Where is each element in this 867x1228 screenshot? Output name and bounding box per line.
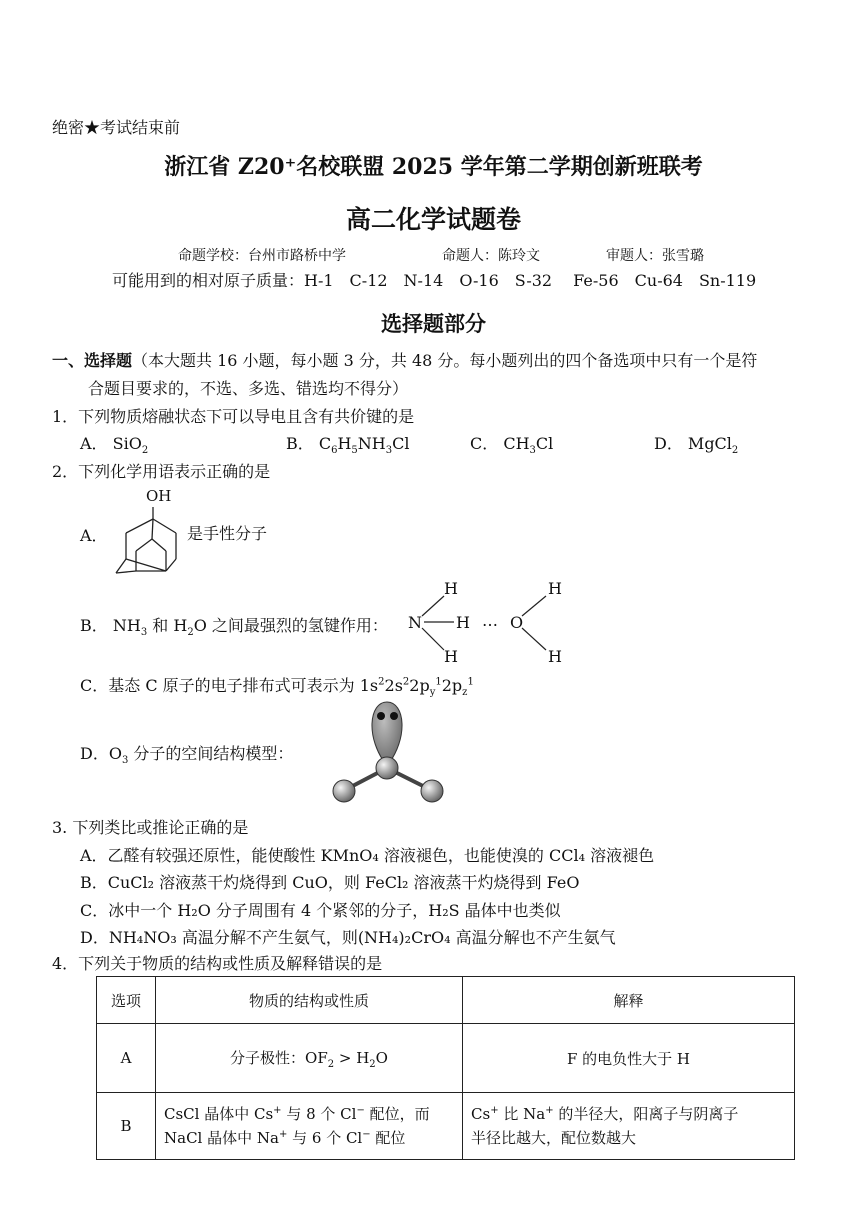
svg-text:O: O xyxy=(510,613,524,632)
adamantanol-structure xyxy=(108,505,180,580)
svg-text:H: H xyxy=(456,613,470,632)
q4-table xyxy=(96,976,795,1160)
q3-option-c: C．冰中一个 H₂O 分子周围有 4 个紧邻的分子，H₂S 晶体中也类似 xyxy=(80,901,561,920)
part1-instructions-line2: 合题目要求的，不选、多选、错选均不得分） xyxy=(88,379,409,398)
row-b-property: CsCl 晶体中 Cs+ 与 8 个 Cl− 配位，而 NaCl 晶体中 Na+ 与 6 个 Cl− 配位 xyxy=(156,1093,463,1160)
header-option: 选项 xyxy=(97,977,156,1024)
svg-text:…: … xyxy=(482,611,498,630)
svg-text:N: N xyxy=(408,613,422,632)
svg-text:H: H xyxy=(548,647,562,666)
secret-label: 绝密★考试结束前 xyxy=(52,118,181,137)
q1-option-c: C． $CH_3Cl$ xyxy=(470,434,554,457)
q4-stem: 4．下列关于物质的结构或性质及解释错误的是 xyxy=(52,954,383,973)
q2-option-a-label: A． xyxy=(80,526,108,545)
credit-reviewer: 审题人：张雪璐 xyxy=(606,248,704,264)
q1-option-a: A． SiO$_2$ xyxy=(80,434,149,457)
q3-stem: 3. 下列类比或推论正确的是 xyxy=(52,818,249,837)
q2-option-a-text: 是手性分子 xyxy=(187,524,268,543)
table-row xyxy=(97,1024,795,1093)
q2-stem: 2．下列化学用语表示正确的是 xyxy=(52,462,271,481)
row-b-option: B xyxy=(97,1093,156,1160)
q2-option-b: B． $NH_3$ 和 $H_2O$ 之间最强烈的氢键作用： xyxy=(80,616,388,639)
paper-title: 高二化学试题卷 xyxy=(345,205,521,234)
svg-text:H: H xyxy=(444,579,458,598)
q3-option-b: B．CuCl₂ 溶液蒸干灼烧得到 CuO，则 FeCl₂ 溶液蒸干灼烧得到 FeO xyxy=(80,873,580,892)
header-property: 物质的结构或性质 xyxy=(156,977,463,1024)
part1-instructions xyxy=(52,348,757,371)
part1-instructions-line1: （本大题共 16 小题，每小题 3 分，共 48 分。每小题列出的四个备选项中只有一个是符 xyxy=(132,351,758,370)
q3-option-d: D．NH₄NO₃ 高温分解不产生氨气，则(NH₄)₂CrO₄ 高温分解也不产生氨气 xyxy=(80,928,616,947)
q1-option-d: D． MgCl$_2$ xyxy=(654,434,739,457)
part1-label: 一、选择题 xyxy=(52,351,133,370)
credit-author: 命题人：陈玲文 xyxy=(442,248,540,264)
credit-school: 命题学校：台州市路桥中学 xyxy=(178,248,346,264)
header-explanation: 解释 xyxy=(463,977,795,1024)
table-header-row xyxy=(97,977,795,1024)
atomic-masses: 可能用到的相对原子质量：H-1 C-12 N-14 O-16 S-32 Fe-56 Cu-64 Sn-119 xyxy=(112,271,757,290)
row-b-explanation: Cs+ 比 Na+ 的半径大，阳离子与阴离子 半径比越大，配位数越大 xyxy=(463,1093,795,1160)
svg-text:H: H xyxy=(444,647,458,666)
q1-stem: 1．下列物质熔融状态下可以导电且含有共价键的是 xyxy=(52,407,415,426)
row-a-explanation: F 的电负性大于 H xyxy=(463,1024,795,1093)
exam-title: 浙江省 Z20⁺名校联盟 2025 学年第二学期创新班联考 xyxy=(164,154,703,180)
hydrogen-bond-diagram xyxy=(400,576,580,668)
table-row xyxy=(97,1093,795,1160)
q2-option-c: C．基态 C 原子的电子排布式可表示为 $1s^22s^22p_y^12p_z^1$ xyxy=(80,676,474,699)
row-a-option: A xyxy=(97,1024,156,1093)
q1-option-b: B． $C_6H_5NH_3Cl$ xyxy=(286,434,410,457)
section-title: 选择题部分 xyxy=(381,311,486,336)
row-a-property: 分子极性：$OF_2 > H_2O$ xyxy=(156,1024,463,1093)
q2-oh-label: OH xyxy=(146,487,172,505)
svg-text:H: H xyxy=(548,579,562,598)
ozone-model xyxy=(325,698,450,806)
q3-option-a: A．乙醛有较强还原性，能使酸性 KMnO₄ 溶液褪色，也能使溴的 CCl₄ 溶液褪色 xyxy=(80,846,655,865)
q2-option-d: D．$O_3$ 分子的空间结构模型： xyxy=(80,744,294,767)
